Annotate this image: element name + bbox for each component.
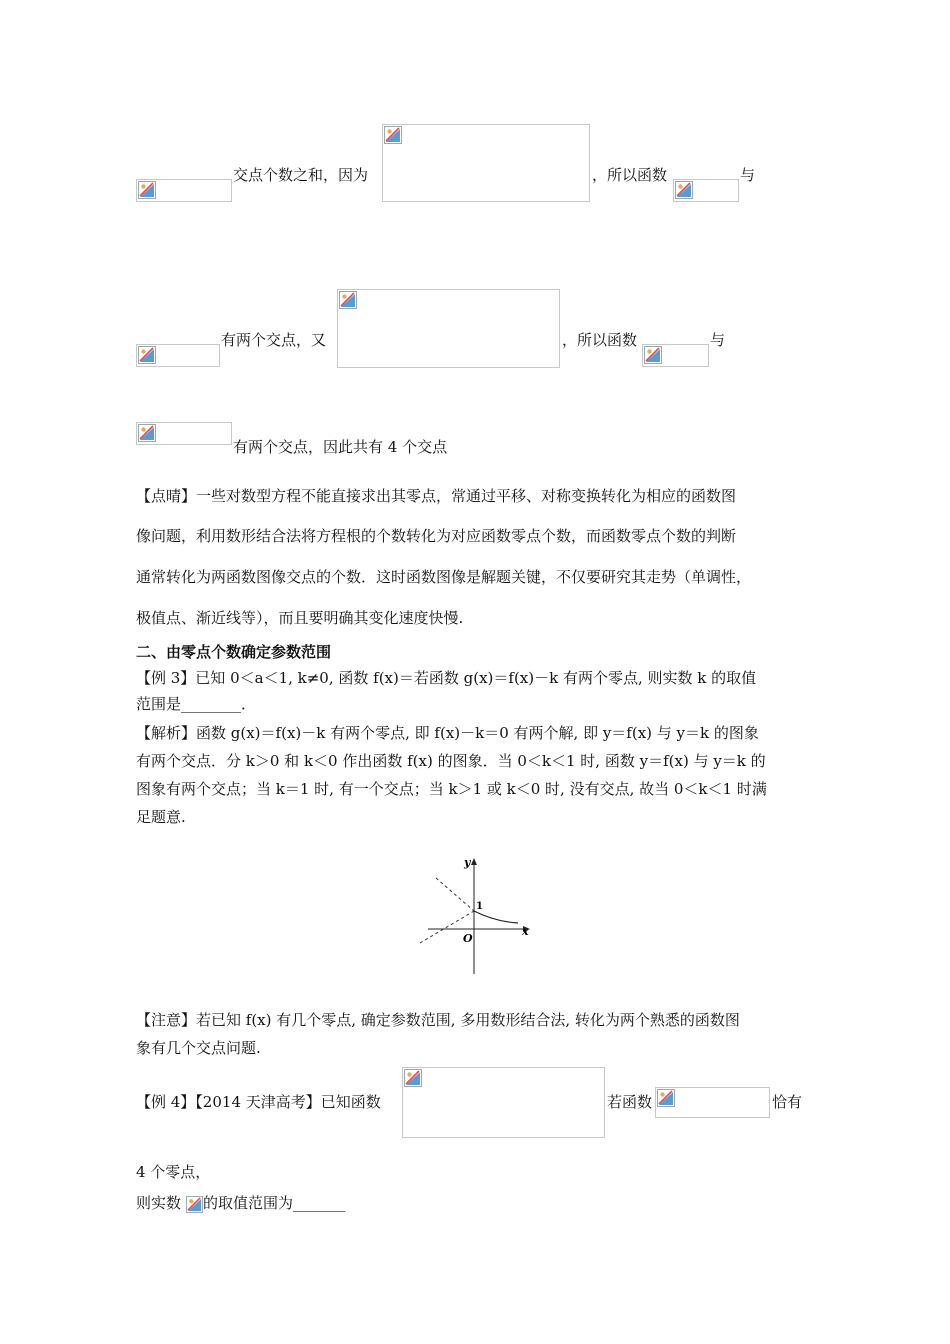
broken-image-icon — [675, 181, 693, 199]
line1-text-a: 交点个数之和，因为 — [233, 166, 369, 184]
x-axis-label: x — [522, 925, 529, 938]
broken-image-icon — [644, 346, 662, 364]
formula-image-1 — [136, 179, 232, 202]
formula-image-2 — [382, 124, 590, 202]
example4-line-2: 4 个零点， — [136, 1163, 211, 1181]
analysis-line-2: 有两个交点．分 k＞0 和 k＜0 作出函数 f(x) 的图象．当 0＜k＜1 时, 函数 y＝f(x) 与 y＝k 的 — [136, 752, 766, 770]
broken-image-icon — [657, 1089, 675, 1107]
dianqing-line-1: 【点晴】一些对数型方程不能直接求出其零点，常通过平移、对称变换转化为相应的函数图 — [136, 487, 737, 505]
broken-image-icon — [404, 1069, 422, 1087]
formula-image-9 — [655, 1087, 770, 1118]
example4-text-b: 若函数 — [607, 1093, 653, 1111]
decay-curve — [474, 911, 518, 923]
formula-image-4 — [136, 344, 220, 367]
broken-image-icon — [138, 424, 156, 442]
example4-line-3b: 的取值范围为_______ — [203, 1194, 346, 1212]
formula-image-3 — [673, 179, 739, 202]
y-axis-arrow — [471, 858, 477, 865]
origin-label: O — [463, 932, 473, 945]
line1-text-c: 与 — [740, 166, 756, 184]
dianqing-line-3: 通常转化为两函数图像交点的个数．这时函数图像是解题关键，不仅要研究其走势（单调性， — [136, 568, 752, 586]
formula-image-10 — [186, 1196, 203, 1213]
dashed-line-decreasing — [436, 878, 474, 911]
dianqing-line-4: 极值点、渐近线等），而且要明确其变化速度快慢. — [136, 609, 464, 627]
formula-image-8 — [402, 1067, 605, 1138]
example4-text-c: 恰有 — [772, 1093, 803, 1111]
example4-line-3a: 则实数 — [136, 1194, 182, 1212]
broken-image-icon — [138, 181, 156, 199]
formula-image-5 — [337, 289, 560, 368]
note-line-1: 【注意】若已知 f(x) 有几个零点, 确定参数范围, 多用数形结合法, 转化为两个熟悉的函数图 — [136, 1011, 740, 1029]
line3-text: 有两个交点，因此共有 4 个交点 — [233, 438, 448, 456]
note-line-2: 象有几个交点问题. — [136, 1039, 261, 1057]
line2-text-b: ，所以函数 — [562, 331, 638, 349]
analysis-line-1: 【解析】函数 g(x)＝f(x)－k 有两个零点, 即 f(x)－k＝0 有两个解, 即 y＝f(x) 与 y＝k 的图象 — [136, 724, 759, 742]
example3-line-2: 范围是________． — [136, 695, 257, 713]
one-label: 1 — [476, 901, 483, 912]
dianqing-line-2: 像问题，利用数形结合法将方程根的个数转化为对应函数零点个数，而函数零点个数的判断 — [136, 527, 737, 545]
example3-line-1: 【例 3】已知 0＜a＜1, k≠0, 函数 f(x)＝若函数 g(x)＝f(x)－k 有两个零点, 则实数 k 的取值 — [136, 669, 757, 687]
broken-image-icon — [186, 1196, 203, 1213]
analysis-line-3: 图象有两个交点；当 k＝1 时, 有一个交点；当 k＞1 或 k＜0 时, 没有交点, 故当 0＜k＜1 时满 — [136, 780, 767, 798]
section-heading: 二、由零点个数确定参数范围 — [136, 643, 332, 661]
line2-text-a: 有两个交点，又 — [221, 331, 327, 349]
example4-text-a: 【例 4】【2014 天津高考】已知函数 — [136, 1093, 381, 1111]
broken-image-icon — [138, 346, 156, 364]
function-graph — [408, 852, 548, 982]
y-axis-label: y — [464, 856, 471, 869]
broken-image-icon — [384, 126, 402, 144]
broken-image-icon — [339, 291, 357, 309]
line1-text-b: ，所以函数 — [592, 166, 668, 184]
line2-text-c: 与 — [710, 331, 726, 349]
formula-image-7 — [136, 422, 232, 445]
formula-image-6 — [642, 344, 709, 367]
analysis-line-4: 足题意. — [136, 808, 186, 826]
